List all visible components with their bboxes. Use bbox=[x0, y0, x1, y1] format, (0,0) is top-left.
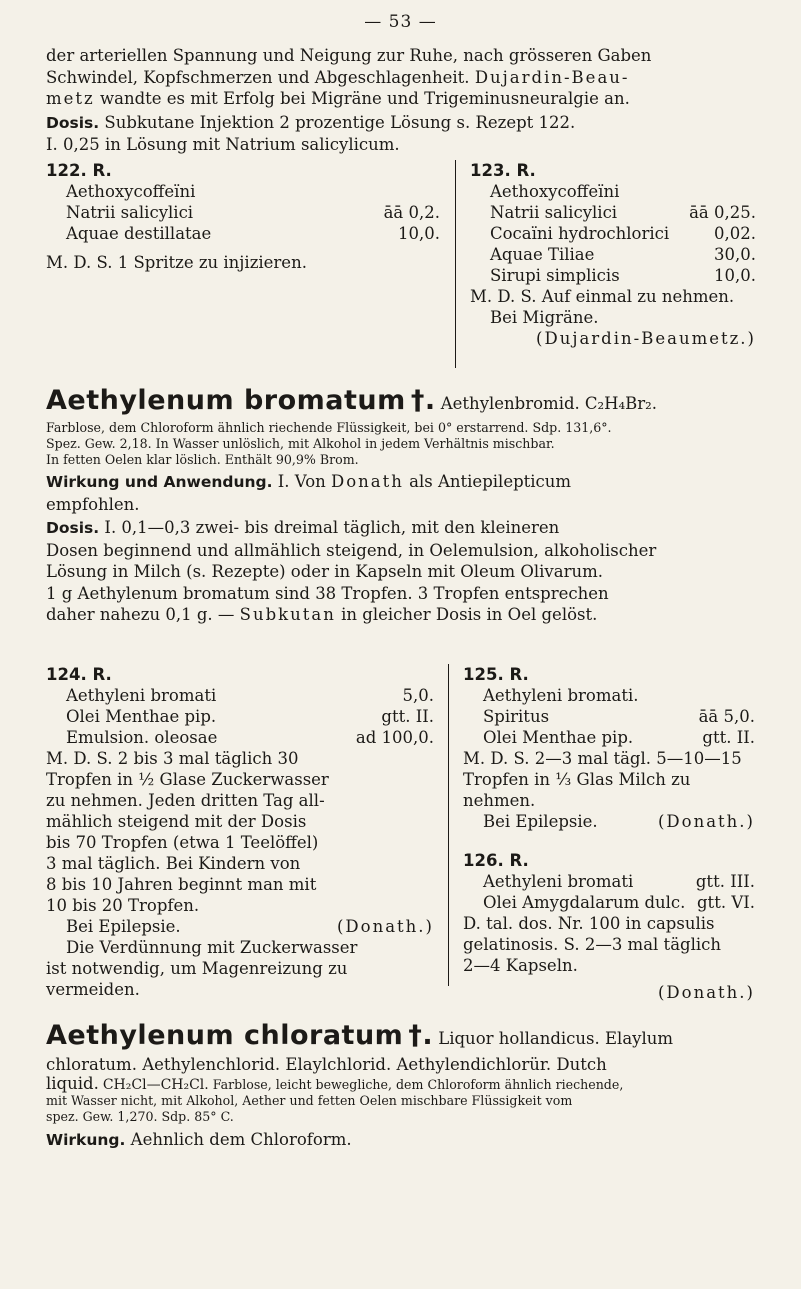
ingredient-amount: ad 100,0. bbox=[355, 728, 434, 747]
dosis-bromatum-text: I. 0,1—0,3 zwei- bis dreimal täglich, mit den kleineren bbox=[104, 518, 560, 537]
section-heading-bromatum bbox=[46, 385, 761, 416]
recipe-122-head: 122. R. bbox=[46, 161, 112, 180]
chloratum-desc-1-text: Farblose, leicht bewegliche, dem Chloroform ähnlich riechende, bbox=[212, 1076, 624, 1092]
bromatum-desc-3: In fetten Oelen klar löslich. Enthält 90,9% Brom. bbox=[46, 452, 359, 467]
ingredient-name: Aethoxycoffeïni bbox=[490, 182, 620, 201]
text-line: ist notwendig, um Magenreizung zu bbox=[46, 959, 348, 978]
recipe-125-note: Bei Epilepsie. bbox=[483, 812, 598, 831]
synonym-line-3: liquid. bbox=[46, 1073, 99, 1093]
wirkung-text-1: I. Von bbox=[277, 472, 326, 491]
text-line: Tropfen in ½ Glase Zuckerwasser bbox=[46, 770, 329, 789]
ingredient-amount: āā 5,0. bbox=[698, 707, 755, 726]
recipe-126-items bbox=[463, 871, 755, 913]
ingredient-row bbox=[463, 727, 755, 748]
recipe-124-signa bbox=[46, 748, 434, 916]
section-synonym: Aethylenbromid. bbox=[440, 394, 580, 413]
ingredient-row bbox=[463, 871, 755, 892]
ingredient-name: Cocaïni hydrochlorici bbox=[490, 224, 670, 243]
ingredient-row bbox=[470, 223, 756, 244]
text-line: M. D. S. 2—3 mal tägl. 5—10—15 bbox=[463, 749, 742, 768]
recipe-123-author: (Dujardin-Beaumetz.) bbox=[536, 329, 756, 348]
ingredient-amount: gtt. II. bbox=[381, 707, 434, 726]
wirkung-label: Wirkung und Anwendung. bbox=[46, 473, 273, 491]
recipe-123-signa: M. D. S. Auf einmal zu nehmen. bbox=[470, 287, 735, 306]
subkutan-term: Subkutan bbox=[239, 605, 336, 624]
ingredient-name: Aethyleni bromati bbox=[66, 686, 217, 705]
ingredient-amount bbox=[747, 685, 755, 706]
recipe-126 bbox=[463, 850, 755, 1003]
ingredient-row bbox=[470, 181, 756, 202]
chloratum-desc-3: spez. Gew. 1,270. Sdp. 85° C. bbox=[46, 1108, 234, 1124]
recipe-123-head: 123. R. bbox=[470, 161, 536, 180]
intro-line-3b: wandte es mit Erfolg bei Migräne und Trigeminusneuralgie an. bbox=[99, 89, 630, 108]
recipe-124-items bbox=[46, 685, 434, 748]
ingredient-amount: 5,0. bbox=[402, 686, 434, 705]
wirkung-chloratum bbox=[46, 1129, 761, 1152]
ingredient-amount: āā 0,2. bbox=[383, 203, 440, 222]
ingredient-name: Aethoxycoffeïni bbox=[66, 182, 196, 201]
text-line: M. D. S. 2 bis 3 mal täglich 30 bbox=[46, 749, 299, 768]
intro-line-1: der arteriellen Spannung und Neigung zur Ruhe, nach grösseren Gaben bbox=[46, 46, 652, 65]
ingredient-name: Spiritus bbox=[483, 707, 550, 726]
recipe-124-author: (Donath.) bbox=[336, 917, 434, 936]
ingredient-amount: gtt. II. bbox=[702, 728, 755, 747]
intro-paragraph bbox=[46, 45, 761, 156]
recipe-125-author: (Donath.) bbox=[657, 812, 755, 831]
intro-line-2a: Schwindel, Kopfschmerzen und Abgeschlagenheit. bbox=[46, 67, 470, 87]
recipe-126-head: 126. R. bbox=[463, 851, 529, 870]
recipe-124-note: Bei Epilepsie. bbox=[66, 917, 181, 936]
ingredient-name: Aethyleni bromati bbox=[483, 872, 634, 891]
ingredient-amount: 30,0. bbox=[714, 245, 756, 264]
wirkung-chloratum-text: Aehnlich dem Chloroform. bbox=[130, 1129, 352, 1149]
recipe-125-items bbox=[463, 685, 755, 748]
ingredient-row bbox=[470, 265, 756, 286]
recipe-123-note: Bei Migräne. bbox=[490, 308, 599, 327]
ingredient-name: Emulsion. oleosae bbox=[66, 728, 218, 747]
text-line: bis 70 Tropfen (etwa 1 Teelöffel) bbox=[46, 833, 319, 852]
chloratum-desc-1 bbox=[46, 1073, 761, 1093]
wirkung-line-1 bbox=[46, 471, 761, 494]
ingredient-amount bbox=[432, 181, 440, 202]
recipe-125-head: 125. R. bbox=[463, 665, 529, 684]
ingredient-amount: 10,0. bbox=[714, 266, 756, 285]
ingredient-amount: 10,0. bbox=[398, 224, 440, 243]
recipe-124-footer bbox=[46, 916, 434, 937]
text-line: mählich steigend mit der Dosis bbox=[46, 812, 307, 831]
ingredient-row bbox=[470, 244, 756, 265]
dosis-bromatum-line-1 bbox=[46, 517, 761, 540]
ingredient-name: Sirupi simplicis bbox=[490, 266, 620, 285]
chloratum-body bbox=[46, 1054, 761, 1151]
wirkung-line-2: empfohlen. bbox=[46, 494, 140, 514]
author-dujardin-cont: metz bbox=[46, 89, 95, 108]
recipe-125-footer bbox=[463, 811, 755, 832]
recipe-124 bbox=[46, 664, 434, 1000]
text-line: 10 bis 20 Tropfen. bbox=[46, 896, 200, 915]
ingredient-row bbox=[463, 892, 755, 913]
intro-line-3 bbox=[46, 88, 761, 110]
bromatum-body bbox=[46, 420, 761, 626]
recipe-125 bbox=[463, 664, 755, 832]
ingredient-row bbox=[463, 685, 755, 706]
dosis-bromatum-line-5 bbox=[46, 604, 761, 626]
ingredient-row bbox=[46, 202, 440, 223]
synonym-line-1: Liquor hollandicus. Elaylum bbox=[438, 1029, 674, 1048]
recipe-122-signa: M. D. S. 1 Spritze zu injizieren. bbox=[46, 253, 307, 272]
text-line: Die Verdünnung mit Zuckerwasser bbox=[66, 938, 358, 957]
section-heading-chloratum bbox=[46, 1020, 761, 1051]
section-title: Aethylenum bromatum bbox=[46, 385, 406, 416]
ingredient-amount: 0,02. bbox=[714, 224, 756, 243]
ingredient-amount: āā 0,25. bbox=[689, 203, 756, 222]
chemical-formula-2: CH₂Cl—CH₂Cl. bbox=[102, 1076, 209, 1093]
text-line: 3 mal täglich. Bei Kindern von bbox=[46, 854, 301, 873]
text-line: 8 bis 10 Jahren beginnt man mit bbox=[46, 875, 317, 894]
recipe-124-extra bbox=[46, 937, 434, 1000]
ingredient-row bbox=[470, 202, 756, 223]
ingredient-name: Olei Amygdalarum dulc. bbox=[483, 893, 686, 912]
recipe-126-author: (Donath.) bbox=[657, 983, 755, 1002]
ingredient-row bbox=[46, 685, 434, 706]
ingredient-name: Aethyleni bromati. bbox=[483, 686, 639, 705]
ingredient-name: Aquae destillatae bbox=[66, 224, 212, 243]
section-title-chloratum: Aethylenum chloratum bbox=[46, 1020, 404, 1051]
ingredient-name: Aquae Tiliae bbox=[490, 245, 595, 264]
ingredient-row bbox=[46, 727, 434, 748]
ingredient-amount bbox=[748, 181, 756, 202]
ingredient-name: Olei Menthae pip. bbox=[66, 707, 217, 726]
dosis-label: Dosis. bbox=[46, 113, 100, 132]
wirkung-chloratum-label: Wirkung. bbox=[46, 1130, 126, 1149]
text-line: D. tal. dos. Nr. 100 in capsulis bbox=[463, 914, 715, 933]
ingredient-name: Natrii salicylici bbox=[490, 203, 618, 222]
intro-line-2 bbox=[46, 67, 761, 89]
dosis-line-5a: daher nahezu 0,1 g. — bbox=[46, 605, 235, 624]
recipe-123 bbox=[470, 160, 756, 349]
recipe-123-items bbox=[470, 181, 756, 286]
ingredient-amount: gtt. III. bbox=[695, 872, 755, 891]
poison-cross: †. bbox=[410, 385, 436, 416]
dosis-bromatum-line-3: Lösung in Milch (s. Rezepte) oder in Kapseln mit Oleum Olivarum. bbox=[46, 562, 603, 581]
recipe-125-signa bbox=[463, 748, 755, 811]
author-donath: Donath bbox=[331, 472, 404, 491]
text-line: Tropfen in ⅓ Glas Milch zu nehmen. bbox=[463, 770, 691, 810]
dosis-bromatum-line-4: 1 g Aethylenum bromatum sind 38 Tropfen. 3 Tropfen entsprechen bbox=[46, 583, 609, 603]
poison-cross-2: †. bbox=[408, 1020, 434, 1051]
dosis-text: Subkutane Injektion 2 prozentige Lösung s. Rezept 122. bbox=[104, 112, 576, 132]
dosis-bromatum-line-2: Dosen beginnend und allmählich steigend, in Oelemulsion, alkoholischer bbox=[46, 540, 657, 560]
dosis-bromatum-label: Dosis. bbox=[46, 519, 100, 537]
dosis-line-2: I. 0,25 in Lösung mit Natrium salicylicum. bbox=[46, 135, 400, 154]
text-line: 2—4 Kapseln. bbox=[463, 956, 578, 975]
ingredient-name: Natrii salicylici bbox=[66, 203, 194, 222]
recipe-122-items bbox=[46, 181, 440, 244]
ingredient-amount: gtt. VI. bbox=[697, 893, 755, 912]
text-line: gelatinosis. S. 2—3 mal täglich bbox=[463, 935, 722, 954]
page-number: — 53 — bbox=[364, 12, 437, 32]
bromatum-desc-2: Spez. Gew. 2,18. In Wasser unlöslich, mit Alkohol in jedem Verhältnis mischbar. bbox=[46, 436, 555, 451]
dosis-line-5c: in gleicher Dosis in Oel gelöst. bbox=[341, 605, 598, 624]
chemical-formula: C₂H₄Br₂. bbox=[584, 394, 658, 413]
dosis-line-1 bbox=[46, 112, 761, 135]
recipe-124-head: 124. R. bbox=[46, 665, 112, 684]
wirkung-text-2: als Antiepilepticum bbox=[409, 472, 572, 491]
text-line: vermeiden. bbox=[46, 980, 140, 999]
author-dujardin: Dujardin-Beau- bbox=[474, 67, 630, 87]
text-line: zu nehmen. Jeden dritten Tag all- bbox=[46, 791, 325, 810]
ingredient-row bbox=[46, 223, 440, 244]
ingredient-row bbox=[46, 181, 440, 202]
bromatum-desc-1: Farblose, dem Chloroform ähnlich riechende Flüssigkeit, bei 0° erstarrend. Sdp. 131,6°. bbox=[46, 420, 612, 435]
synonym-line-2: chloratum. Aethylenchlorid. Elaylchlorid. Aethylendichlorür. Dutch bbox=[46, 1055, 607, 1074]
column-divider-2 bbox=[448, 664, 449, 986]
column-divider bbox=[455, 160, 456, 368]
recipe-126-signa bbox=[463, 913, 755, 976]
ingredient-row bbox=[46, 706, 434, 727]
chloratum-desc-2: mit Wasser nicht, mit Alkohol, Aether und fetten Oelen mischbare Flüssigkeit vom bbox=[46, 1092, 573, 1108]
ingredient-row bbox=[463, 706, 755, 727]
ingredient-name: Olei Menthae pip. bbox=[483, 728, 634, 747]
recipe-122 bbox=[46, 160, 440, 273]
